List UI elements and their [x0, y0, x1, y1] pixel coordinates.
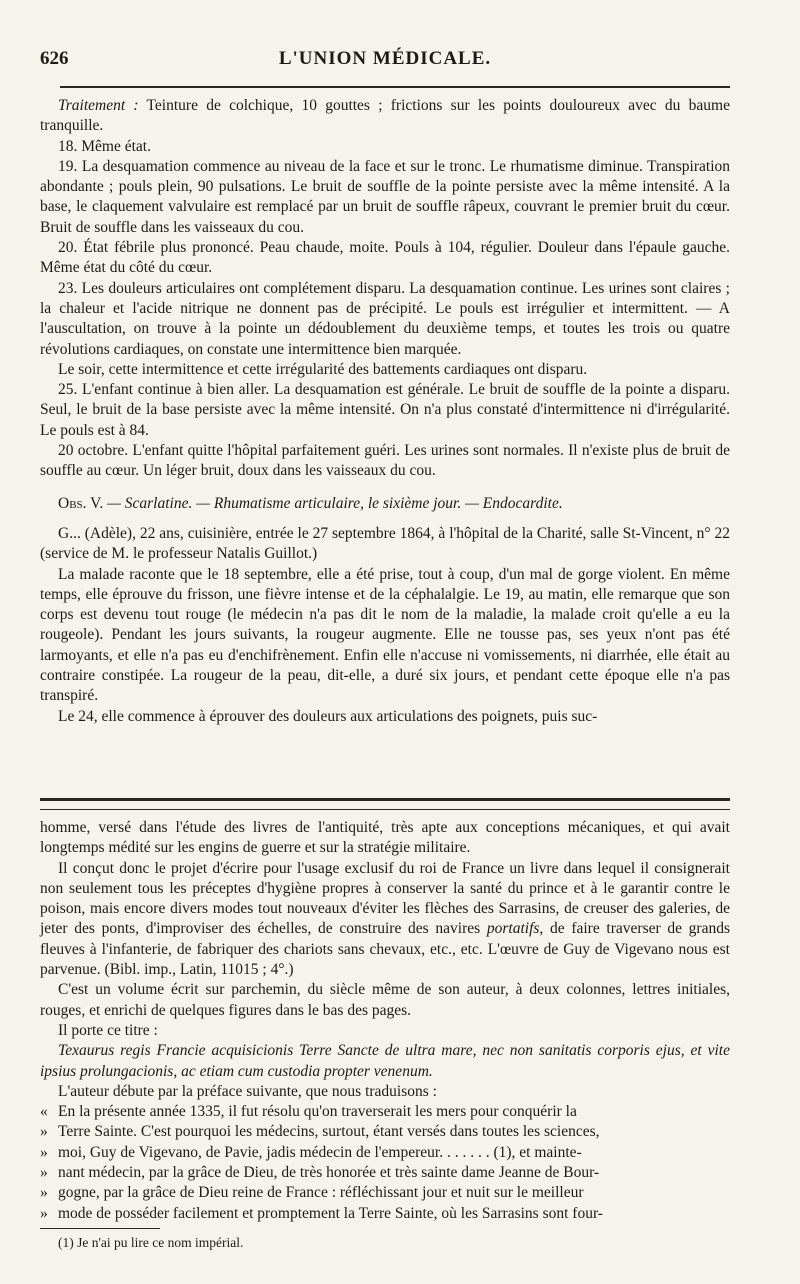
- latin-title: [40, 1041, 730, 1082]
- quote-line: [40, 1183, 730, 1203]
- page-number: 626: [40, 48, 69, 69]
- page-header: [40, 48, 730, 78]
- footnote-rule: [40, 1228, 160, 1229]
- quote-line: [40, 1163, 730, 1183]
- paragraph: 23. Les douleurs articulaires ont complétement disparu. La desquamation continue. Les urines sont claires ; la chaleur et l'acide nitrique ne donnent pas de précipité. Le pouls est irrégulier et intermittent. — A l'auscultation, on trouve à la pointe un dédoublement du deuxième temps, et toutes les trois ou quatre révolutions cardiaques, on constate une intermittence bien marquée.: [40, 279, 730, 358]
- paragraph: 18. Même état.: [58, 137, 151, 155]
- text-run: Il conçut donc le projet d'écrire pour l'usage exclusif du roi de France un livre dans lequel il consignerait non seulement tous les préceptes d'hygiène propres à conserver la santé du prince et à le garantir contre le poison, mais encore divers modes tout nouveaux d'éviter les flèches des Sarrasins, de creuser des galeries, de jeter des ponts, d'improviser des échelles, de construire des navires: [40, 859, 730, 938]
- latin-title-text: Texaurus regis Francie acquisicionis Terre Sancte de ultra mare, nec non sanitatis corporis ejus, et vite ipsius prolungacionis, ac etiam cum custodia propter venenum.: [40, 1042, 730, 1080]
- paragraph: La malade raconte que le 18 septembre, elle a été prise, tout à coup, d'un mal de gorge violent. En même temps, elle éprouve du frisson, une fièvre intense et de la céphalalgie. Le 19, au matin, elle remarque que son corps est devenu tout rouge (le médecin n'a pas dit le nom de la maladie, la malade croit qu'elle a eu la rougeole). Pendant les jours suivants, la rougeur augmente. Elle ne tousse pas, ses yeux n'ont pas été larmoyants, et elle n'a pas eu d'enchifrènement. Enfin elle n'accuse ni vomissements, ni diarrhée, elle était au contraire constipée. La rougeur de la peau, dit-elle, a duré six jours, et pendant cette époque elle n'a pas transpiré.: [40, 565, 730, 705]
- quote-mark: »: [40, 1143, 48, 1161]
- observation-heading: [40, 494, 730, 514]
- paragraph: Le soir, cette intermittence et cette irrégularité des battements cardiaques ont disparu.: [58, 360, 588, 378]
- quote-mark: »: [40, 1164, 48, 1182]
- quote-line: [40, 1204, 730, 1224]
- quote-mark: »: [40, 1184, 48, 1202]
- quote-text: mode de posséder facilement et promptement la Terre Sainte, où les Sarrasins sont four-: [58, 1204, 603, 1222]
- paragraph: G... (Adèle), 22 ans, cuisinière, entrée le 27 septembre 1864, à l'hôpital de la Charité, salle St-Vincent, n° 22 (service de M. le professeur Natalis Guillot.): [40, 524, 730, 563]
- paragraph: Il porte ce titre :: [58, 1021, 158, 1039]
- paragraph: 19. La desquamation commence au niveau de la face et sur le tronc. Le rhumatisme diminue. Transpiration abondante ; pouls plein, 90 pulsations. Le bruit de souffle de la pointe persiste avec la même intensité. A la base, le claquement valvulaire est remplacé par un bruit de souffle râpeux, couvrant le premier bruit du cœur. Bruit de souffle dans les vaisseaux du cou.: [40, 157, 730, 236]
- paragraph: L'auteur débute par la préface suivante, que nous traduisons :: [58, 1082, 437, 1100]
- quote-mark: «: [40, 1103, 48, 1121]
- observation-title: — Scarlatine. — Rhumatisme articulaire, le sixième jour. — Endocardite.: [103, 494, 563, 512]
- running-title: L'UNION MÉDICALE.: [278, 48, 492, 69]
- quote-text: moi, Guy de Vigevano, de Pavie, jadis médecin de l'empereur. . . . . . . (1), et mainte-: [58, 1143, 582, 1161]
- observation-number: Obs. V.: [58, 494, 104, 512]
- paragraph: [40, 859, 730, 981]
- paragraph: 25. L'enfant continue à bien aller. La desquamation est générale. Le bruit de souffle de la pointe a disparu. Seul, le bruit de la base persiste avec la même intensité. On n'a plus constaté d'intermittence ni d'irrégularité. Le pouls est à 84.: [40, 381, 730, 439]
- quote-text: nant médecin, par la grâce de Dieu, de très honorée et très sainte dame Jeanne de Bour-: [58, 1164, 600, 1182]
- feuilleton-separator: [40, 798, 730, 810]
- paragraph-treatment: [40, 96, 730, 137]
- paragraph: homme, versé dans l'étude des livres de l'antiquité, très apte aux conceptions mécaniques, et qui avait longtemps médité sur les engins de guerre et sur la stratégie militaire.: [40, 819, 730, 857]
- paragraph: 20 octobre. L'enfant quitte l'hôpital parfaitement guéri. Les urines sont normales. Il n'existe plus de bruit de souffle au cœur. Un léger bruit, doux dans les vaisseaux du cou.: [40, 442, 730, 480]
- quote-text: gogne, par la grâce de Dieu reine de France : réfléchissant jour et nuit sur le meilleur: [58, 1184, 584, 1202]
- text-run: , de faire traverser de grands fleuves à l'infanterie, de fabriquer des chariots sans chevaux, etc., etc. L'œuvre de Guy de Vigevano nous est parvenue. (Bibl. imp., Latin, 11015 ; 4°.): [40, 920, 730, 979]
- header-rule: [60, 86, 730, 88]
- quote-text: En la présente année 1335, il fut résolu qu'on traverserait les mers pour conquérir la: [58, 1103, 577, 1121]
- quote-line: [40, 1122, 730, 1142]
- feuilleton-text: [40, 818, 730, 1224]
- quote-mark: »: [40, 1204, 48, 1222]
- paragraph: Le 24, elle commence à éprouver des douleurs aux articulations des poignets, puis suc-: [58, 707, 598, 725]
- treatment-label: Traitement :: [58, 97, 139, 114]
- main-text: [40, 96, 730, 727]
- quote-line: [40, 1143, 730, 1163]
- paragraph: 20. État fébrile plus prononcé. Peau chaude, moite. Pouls à 104, régulier. Douleur dans l'épaule gauche. Même état du côté du cœur.: [40, 239, 730, 277]
- paragraph: C'est un volume écrit sur parchemin, du siècle même de son auteur, à deux colonnes, lettres initiales, rouges, et enrichi de quelques figures dans le bas des pages.: [40, 981, 730, 1019]
- italic-word: portatifs: [486, 920, 540, 938]
- footnote: (1) Je n'ai pu lire ce nom impérial.: [58, 1235, 244, 1250]
- quote-line: [40, 1102, 730, 1122]
- treatment-text: Teinture de colchique, 10 gouttes ; frictions sur les points douloureux avec du baume tranquille.: [40, 97, 730, 135]
- quote-text: Terre Sainte. C'est pourquoi les médecins, surtout, étant versés dans toutes les sciences,: [58, 1123, 600, 1141]
- quote-mark: »: [40, 1123, 48, 1141]
